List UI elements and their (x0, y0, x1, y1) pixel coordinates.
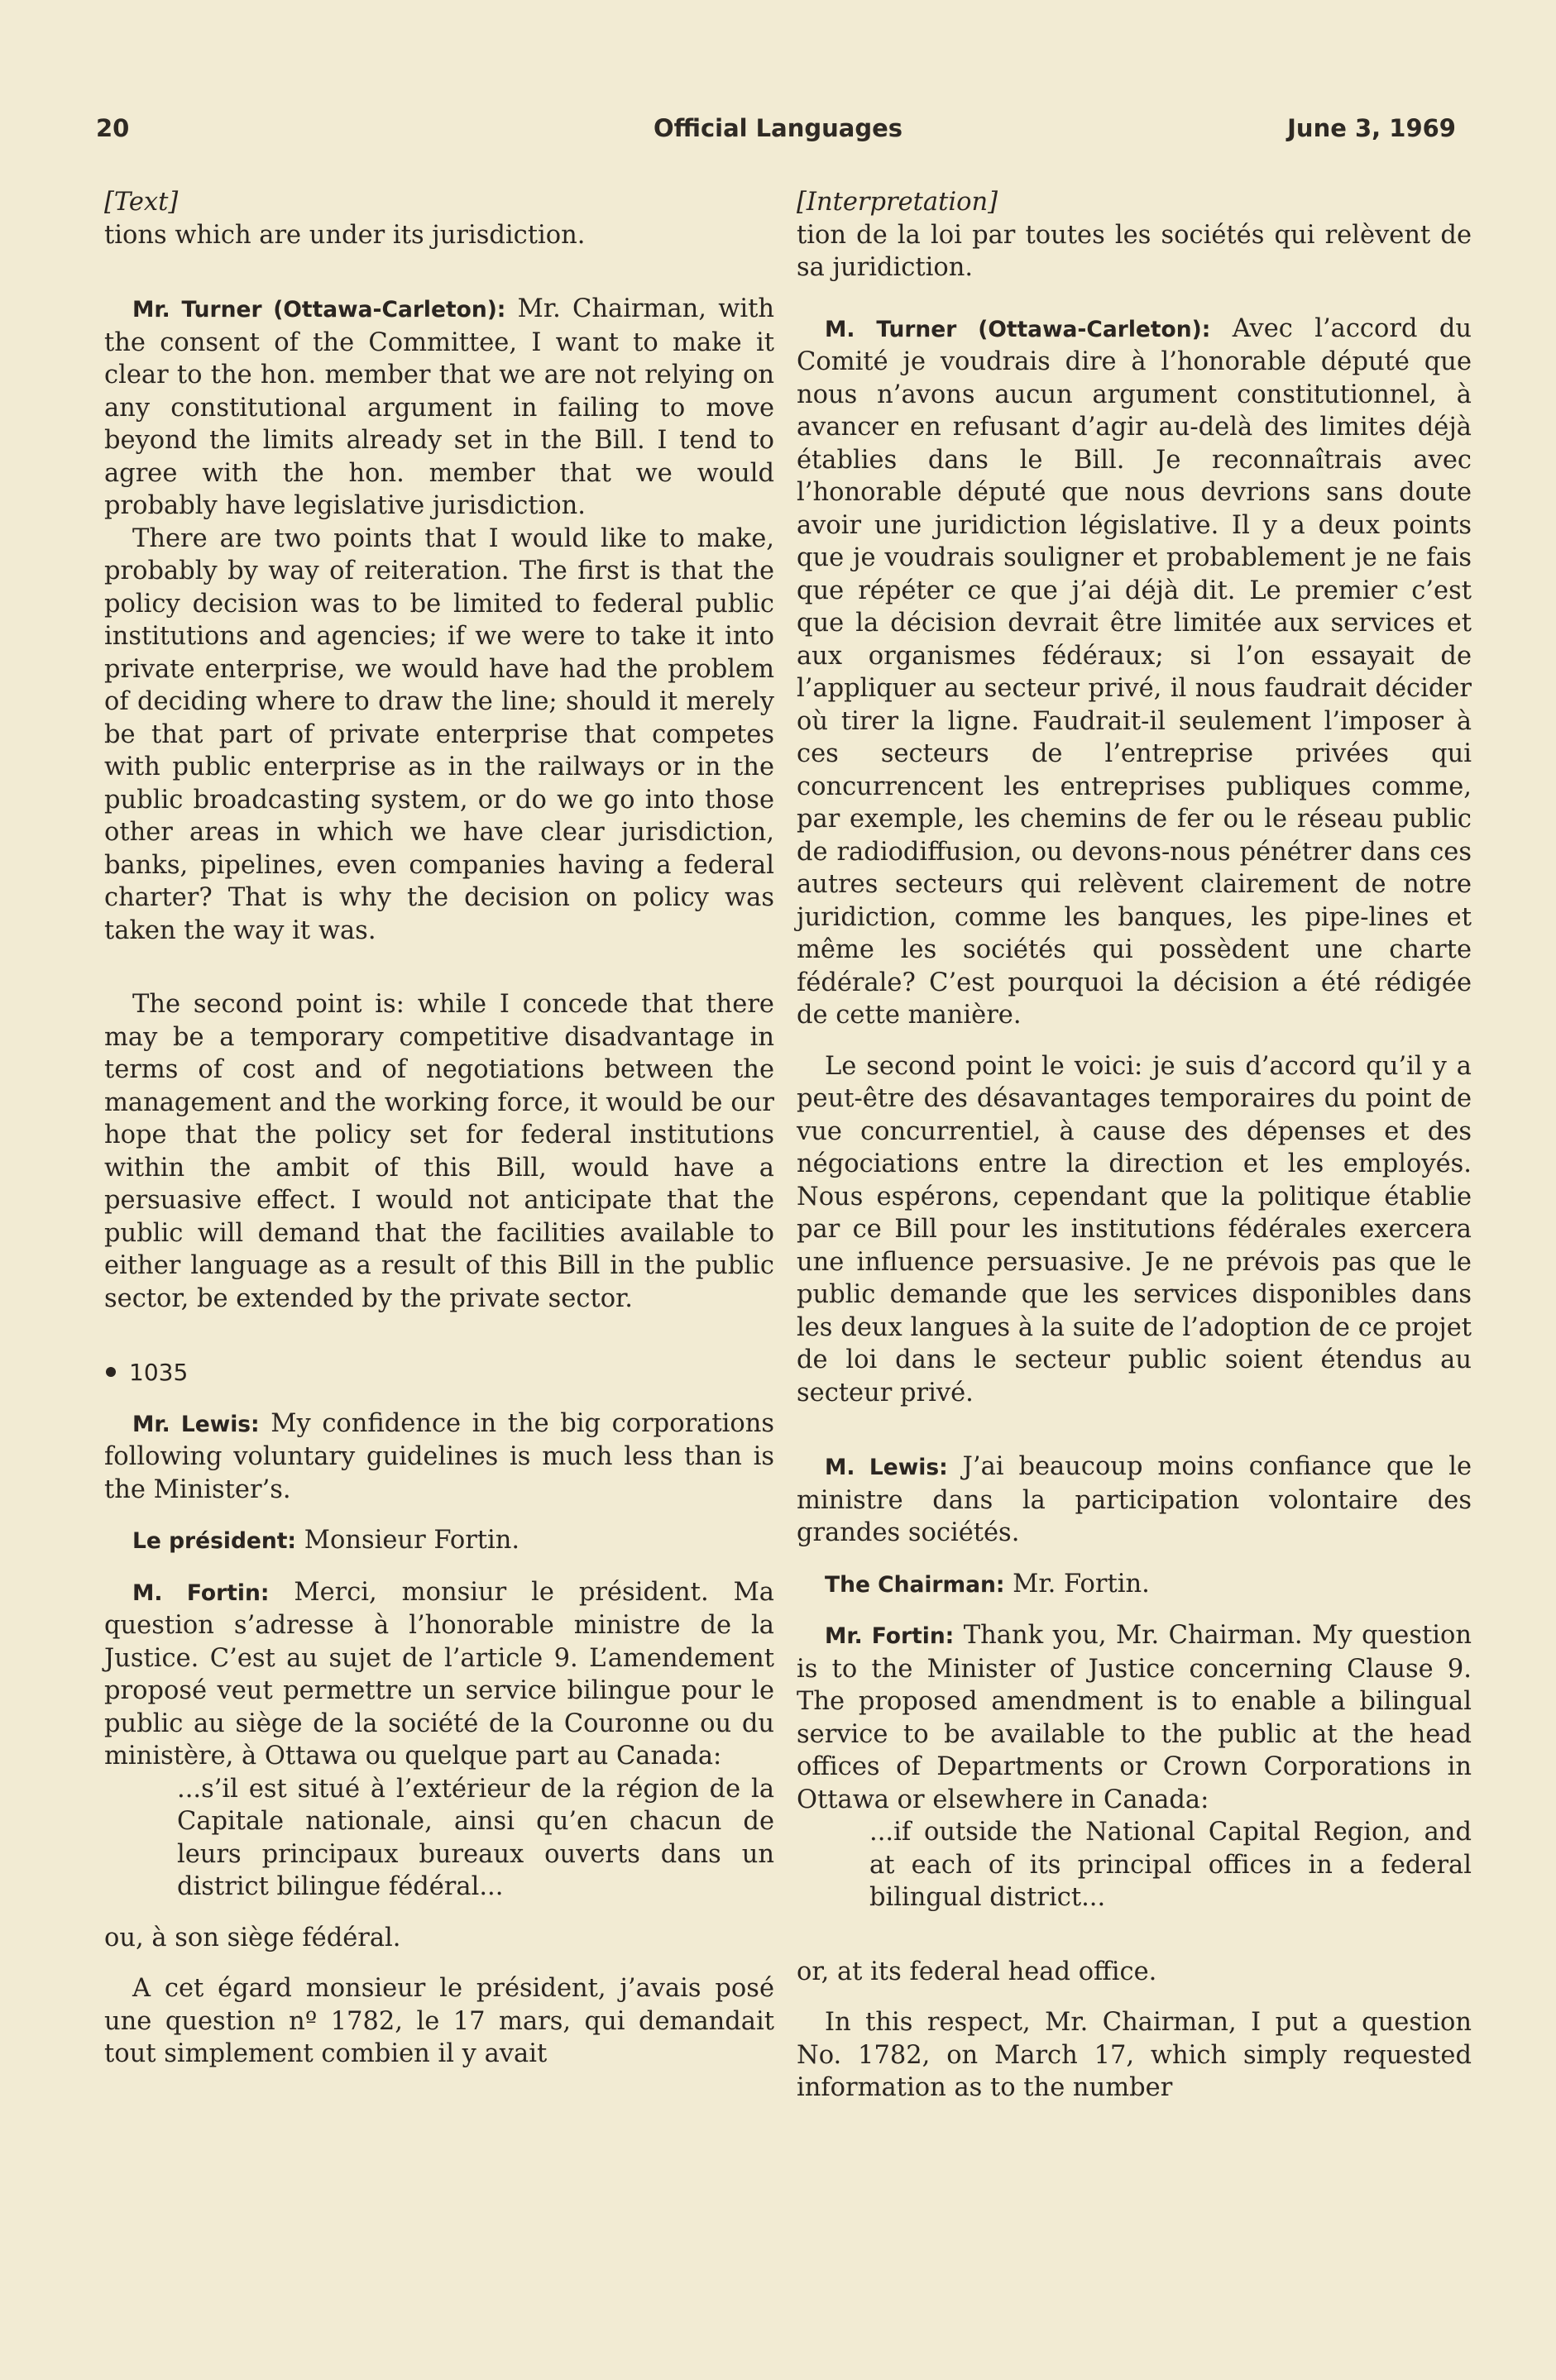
speech-turner (104, 293, 774, 523)
column-label: [Interpretation] (797, 188, 998, 217)
block-quote: ...if outside the National Capital Region, and at each of its principal offices in a federal bilingual district... (869, 1818, 1472, 1912)
speaker-name: Mr. Turner (Ottawa-Carleton): (132, 297, 506, 323)
speech-fortin (797, 1619, 1472, 1816)
speaker-name: M. Turner (Ottawa-Carleton): (825, 316, 1211, 342)
speech-text: My confidence in the big corporations following voluntary guidelines is much less than is the Minister’s. (104, 1408, 774, 1504)
bullet-icon (106, 1367, 116, 1377)
paragraph: In this respect, Mr. Chairman, I put a question No. 1782, on March 17, which simply requested information as to the number (797, 2008, 1472, 2102)
speech-turner (797, 313, 1472, 1032)
paragraph: tion de la loi par toutes les sociétés qui relèvent de sa juridiction. (797, 220, 1472, 282)
block-quote: ...s’il est situé à l’extérieur de la région de la Capitale nationale, ainsi qu’en chacun de leurs principaux bureaux ouverts dans un district bilingue fédéral... (177, 1774, 774, 1901)
speech-text: Monsieur Fortin. (304, 1526, 520, 1555)
paragraph: Le second point le voici: je suis d’accord qu’il y a peut-être des désavantages temporaires du point de vue concurrentiel, à cause des dépenses et des négociations entre la direction et les employés. Nous espérons, cependant que la politique établie par ce Bill pour les institutions fédérales exercera une influence persuasive. Je ne prévois pas que le public demande que les services disponibles dans les deux langues à la suite de l’adoption de ce projet de loi dans le secteur public soient étendus au secteur privé. (797, 1051, 1472, 1407)
paragraph: tions which are under its jurisdiction. (104, 220, 586, 250)
speech-lewis (797, 1450, 1472, 1550)
speech-text: Thank you, Mr. Chairman. My question is to the Minister of Justice concerning Clause 9. The proposed amendment is to enable a bilingual service to be available to the public at the head offices of Departments or Crown Corporations in Ottawa or elsewhere in Canada: (797, 1621, 1472, 1814)
speech-text: Mr. Chairman, with the consent of the Committee, I want to make it clear to the hon. member that we are not relying on any constitutional argument in failing to move beyond the limits already set in the Bill. I tend to agree with the hon. member that we would probably have legislative jurisdiction. (104, 294, 774, 520)
speech-fortin (104, 1576, 774, 1773)
speech-text: Mr. Fortin. (1013, 1569, 1150, 1599)
speaker-name: M. Lewis: (825, 1455, 948, 1480)
speech-lewis (104, 1407, 774, 1507)
column-label: [Text] (104, 188, 179, 217)
page-date: June 3, 1969 (1287, 114, 1456, 142)
speech-text: Merci, monsiur le président. Ma question s’adresse à l’honorable ministre de la Justice. C’est au sujet de l’article 9. L’amendement proposé veut permettre un service bilingue pour le public au siège de la société de la Couronne ou du ministère, à Ottawa ou quelque part au Canada: (104, 1577, 774, 1771)
time-marker: 1035 (104, 1356, 774, 1389)
paragraph: or, at its federal head office. (797, 1957, 1157, 1986)
paragraph: ou, à son siège fédéral. (104, 1923, 401, 1952)
paragraph: There are two points that I would like to make, probably by way of reiteration. The first is that the policy decision was to be limited to federal public institutions and agencies; if we were to take it into private enterprise, we would have had the problem of deciding where to draw the line; should it merely be that part of private enterprise that competes with public enterprise as in the railways or in the public broadcasting system, or do we go into those other areas in which we have clear jurisdiction, banks, pipelines, even companies having a federal charter? That is why the decision on policy was taken the way it was. (104, 523, 774, 945)
speech-text: Avec l’accord du Comité je voudrais dire à l’honorable député que nous n’avons aucun argument constitutionnel, à avancer en refusant d’agir au-delà des limites déjà établies dans le Bill. Je reconnaîtrais avec l’honorable député que nous devrions sans doute avoir une juridiction législative. Il y a deux points que je voudrais souligner et probablement je ne fais que répéter ce que j’ai déjà dit. Le premier c’est que la décision devrait être limitée aux services et aux organismes fédéraux; si l’on essayait de l’appliquer au secteur privé, il nous faudrait décider où tirer la ligne. Faudrait-il seulement l’imposer à ces secteurs de l’entreprise privées qui concurrencent les entreprises publiques comme, par exemple, les chemins de fer ou le réseau public de radiodiffusion, ou devons-nous pénétrer dans ces autres secteurs qui relèvent clairement de notre juridiction, comme les banques, les pipe-lines et même les sociétés qui possèdent une charte fédérale? C’est pourquoi la décision a été rédigée de cette manière. (797, 313, 1472, 1030)
interpretation-column (797, 186, 1472, 2105)
paragraph: A cet égard monsieur le président, j’avais posé une question nº 1782, le 17 mars, qui demandait tout simplement combien il y avait (104, 1974, 774, 2068)
speech-president (104, 1524, 774, 1558)
speaker-name: Mr. Fortin: (825, 1623, 955, 1649)
speech-text: J’ai beaucoup moins confiance que le ministre dans la participation volontaire des grandes sociétés. (797, 1452, 1472, 1547)
speaker-name: Le président: (132, 1528, 297, 1554)
page-number: 20 (96, 114, 130, 142)
speech-chairman (797, 1568, 1472, 1602)
running-title: Official Languages (653, 114, 903, 142)
speaker-name: Mr. Lewis: (132, 1411, 260, 1437)
english-column (104, 186, 774, 2071)
speaker-name: M. Fortin: (132, 1579, 270, 1606)
speaker-name: The Chairman: (825, 1571, 1005, 1598)
paragraph: The second point is: while I concede that there may be a temporary competitive disadvantage in terms of cost and of negotiations between the management and the working force, it would be our hope that the policy set for federal institutions within the ambit of this Bill, would have a persuasive effect. I would not anticipate that the public will demand that the facilities available to either language as a result of this Bill in the public sector, be extended by the private sector. (104, 990, 774, 1313)
